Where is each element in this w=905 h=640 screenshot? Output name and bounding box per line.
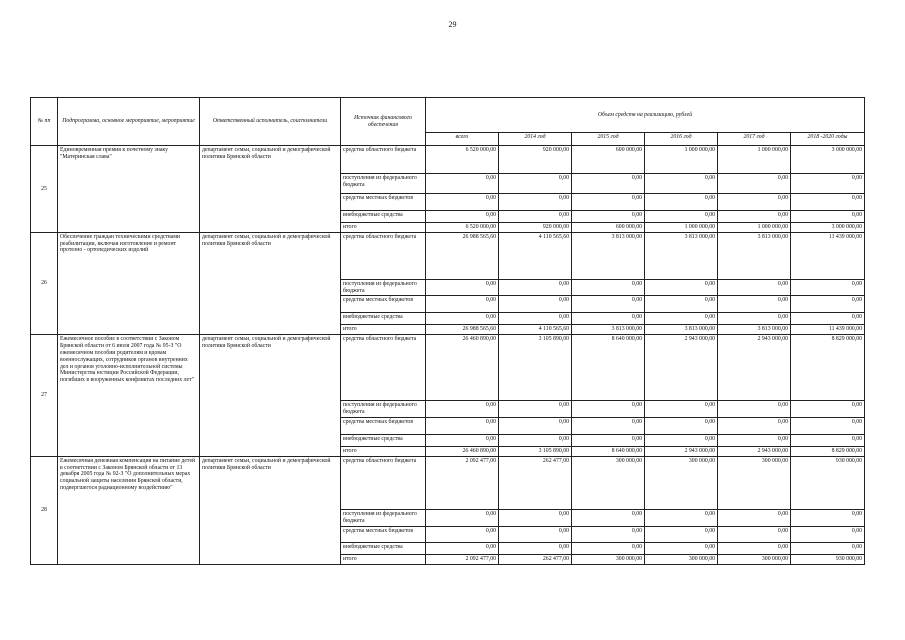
amount-2014: 0,00 [499,174,572,194]
amount-total: 26 460 890,00 [426,446,499,456]
amount-2017: 3 813 000,00 [718,232,791,279]
funding-source: средства местных бюджетов [341,526,426,542]
amount-total: 26 988 565,60 [426,232,499,279]
amount-total: 0,00 [426,526,499,542]
amount-2014: 0,00 [499,296,572,313]
amount-2016: 1 000 000,00 [645,223,718,233]
amount-2015: 0,00 [572,296,645,313]
executor: департамент семьи, социальной и демографической политики Брянской области [200,232,341,334]
amount-2018-2020: 0,00 [791,194,865,211]
amount-2016: 3 813 000,00 [645,232,718,279]
measure-name: Единовременная премия к почетному знаку "Материнская слава" [58,146,200,233]
col-header-2017: 2017 год [718,133,791,146]
amount-2015: 600 000,00 [572,223,645,233]
funding-source: средства областного бюджета [341,335,426,401]
amount-2014: 920 000,00 [499,223,572,233]
amount-total: 0,00 [426,279,499,296]
amount-2015: 300 000,00 [572,456,645,509]
amount-2017: 0,00 [718,174,791,194]
amount-2017: 0,00 [718,211,791,223]
row-number: 25 [31,146,58,233]
amount-2017: 300 000,00 [718,456,791,509]
amount-total: 0,00 [426,313,499,325]
amount-2016: 2 943 000,00 [645,446,718,456]
amount-2016: 300 000,00 [645,554,718,564]
executor: департамент семьи, социальной и демографической политики Брянской области [200,456,341,564]
amount-2018-2020: 0,00 [791,211,865,223]
funding-source: поступления из федерального бюджета [341,509,426,526]
funding-source: средства местных бюджетов [341,194,426,211]
funding-source: поступления из федерального бюджета [341,279,426,296]
amount-total: 0,00 [426,509,499,526]
amount-total: 0,00 [426,211,499,223]
amount-2016: 0,00 [645,313,718,325]
amount-2015: 0,00 [572,174,645,194]
header-executor: Ответственный исполнитель, соисполнители [200,98,341,146]
amount-2017: 1 000 000,00 [718,146,791,174]
amount-2015: 0,00 [572,211,645,223]
amount-total: 26 460 890,00 [426,335,499,401]
amount-2018-2020: 3 000 000,00 [791,223,865,233]
amount-2015: 8 640 000,00 [572,335,645,401]
amount-2018-2020: 0,00 [791,296,865,313]
amount-2014: 0,00 [499,434,572,446]
amount-2016: 0,00 [645,194,718,211]
amount-2015: 8 640 000,00 [572,446,645,456]
measure-name: Ежемесячная денежная компенсация на питание детей в соответствии с Законом Брянской области от 13 декабря 2005 года № 92-З "О дополнительных мерах социальной защиты населения Брянской области, подвергшегося радиационному воздействию" [58,456,200,564]
amount-2015: 0,00 [572,417,645,434]
amount-2016: 1 000 000,00 [645,146,718,174]
table-row [31,232,865,279]
amount-total: 26 988 565,60 [426,325,499,335]
measure-name: Обеспечение граждан техническими средствами реабилитации, включая изготовление и ремонт протезно - ортопедических изделий [58,232,200,334]
amount-2016: 0,00 [645,279,718,296]
amount-2017: 0,00 [718,296,791,313]
funding-source: поступления из федерального бюджета [341,401,426,418]
amount-2018-2020: 0,00 [791,526,865,542]
amount-2015: 0,00 [572,542,645,554]
amount-2014: 0,00 [499,279,572,296]
row-number: 28 [31,456,58,564]
funding-source: средства областного бюджета [341,146,426,174]
amount-2014: 4 110 565,60 [499,232,572,279]
amount-2014: 0,00 [499,542,572,554]
amount-2014: 0,00 [499,313,572,325]
amount-2016: 0,00 [645,401,718,418]
amount-2015: 0,00 [572,434,645,446]
amount-2016: 0,00 [645,296,718,313]
amount-2015: 0,00 [572,313,645,325]
amount-total: 0,00 [426,401,499,418]
amount-2017: 2 943 000,00 [718,446,791,456]
amount-2018-2020: 0,00 [791,542,865,554]
amount-2015: 0,00 [572,194,645,211]
table-row [31,146,865,174]
amount-2018-2020: 11 439 000,00 [791,325,865,335]
funding-source: внебюджетные средства [341,211,426,223]
executor: департамент семьи, социальной и демографической политики Брянской области [200,335,341,456]
amount-2015: 3 813 000,00 [572,325,645,335]
header-num: № пп [31,98,58,146]
funding-source: средства местных бюджетов [341,296,426,313]
amount-2014: 4 110 565,60 [499,325,572,335]
amount-2018-2020: 0,00 [791,509,865,526]
amount-2015: 0,00 [572,401,645,418]
row-number: 26 [31,232,58,334]
amount-2014: 0,00 [499,526,572,542]
amount-2018-2020: 0,00 [791,174,865,194]
amount-total: 0,00 [426,174,499,194]
funding-source: итого [341,325,426,335]
amount-2014: 0,00 [499,401,572,418]
amount-2014: 920 000,00 [499,146,572,174]
col-header-2015: 2015 год [572,133,645,146]
amount-total: 0,00 [426,417,499,434]
funding-source: средства местных бюджетов [341,417,426,434]
amount-2014: 0,00 [499,211,572,223]
row-number: 27 [31,335,58,456]
amount-2014: 0,00 [499,417,572,434]
amount-2018-2020: 11 439 000,00 [791,232,865,279]
amount-2014: 3 105 890,00 [499,446,572,456]
amount-2016: 0,00 [645,174,718,194]
amount-2018-2020: 0,00 [791,401,865,418]
amount-total: 6 520 000,00 [426,146,499,174]
col-header-2018-2020: 2018 -2020 годы [791,133,865,146]
amount-2018-2020: 3 000 000,00 [791,146,865,174]
amount-2017: 0,00 [718,434,791,446]
amount-2016: 0,00 [645,542,718,554]
amount-2018-2020: 930 000,00 [791,456,865,509]
amount-total: 0,00 [426,434,499,446]
amount-2016: 2 943 000,00 [645,335,718,401]
amount-2016: 0,00 [645,526,718,542]
amount-2016: 300 000,00 [645,456,718,509]
amount-2017: 0,00 [718,401,791,418]
amount-total: 0,00 [426,542,499,554]
amount-2017: 3 813 000,00 [718,325,791,335]
amount-2017: 0,00 [718,313,791,325]
amount-2018-2020: 8 829 000,00 [791,335,865,401]
table-row [31,335,865,401]
amount-2015: 300 000,00 [572,554,645,564]
page-number: 29 [448,20,457,29]
amount-2014: 3 105 890,00 [499,335,572,401]
funding-source: поступления из федерального бюджета [341,174,426,194]
col-header-2016: 2016 год [645,133,718,146]
amount-2016: 0,00 [645,434,718,446]
funding-source: итого [341,554,426,564]
funding-source: средства областного бюджета [341,232,426,279]
amount-2014: 262 477,00 [499,456,572,509]
amount-2016: 0,00 [645,211,718,223]
col-header-2014: 2014 год [499,133,572,146]
header-volume: Объем средств на реализацию, рублей [426,98,865,133]
funding-source: средства областного бюджета [341,456,426,509]
funding-source: итого [341,446,426,456]
amount-2015: 0,00 [572,279,645,296]
amount-total: 0,00 [426,194,499,211]
header-source: Источник финансового обеспечения [341,98,426,146]
amount-2015: 3 813 000,00 [572,232,645,279]
amount-2018-2020: 930 000,00 [791,554,865,564]
funding-source: внебюджетные средства [341,542,426,554]
amount-total: 0,00 [426,296,499,313]
funding-source: внебюджетные средства [341,434,426,446]
amount-2017: 2 943 000,00 [718,335,791,401]
amount-2017: 0,00 [718,542,791,554]
amount-2017: 0,00 [718,279,791,296]
col-header-total: всего [426,133,499,146]
amount-total: 2 092 477,00 [426,456,499,509]
header-name: Подпрограмма, основное мероприятие, мероприятие [58,98,200,146]
amount-2018-2020: 0,00 [791,434,865,446]
amount-2015: 0,00 [572,526,645,542]
amount-2015: 0,00 [572,509,645,526]
amount-total: 6 520 000,00 [426,223,499,233]
funding-source: внебюджетные средства [341,313,426,325]
amount-2016: 0,00 [645,417,718,434]
amount-2018-2020: 8 829 000,00 [791,446,865,456]
budget-table-body [31,146,865,565]
amount-2015: 600 000,00 [572,146,645,174]
amount-2016: 0,00 [645,509,718,526]
amount-2018-2020: 0,00 [791,417,865,434]
amount-2014: 0,00 [499,194,572,211]
amount-2014: 262 477,00 [499,554,572,564]
amount-2014: 0,00 [499,509,572,526]
amount-2017: 300 000,00 [718,554,791,564]
amount-2017: 0,00 [718,194,791,211]
measure-name: Ежемесячное пособие в соответствии с Законом Брянской области от 6 июля 2007 года № 95-З "О ежемесячном пособии родителям и вдовам военнослужащих, сотрудников органов внутренних дел и органов уголовно-исполнительной системы Министерства юстиции Российской Федерации, погибших в вооруженных конфликтах последних лет" [58,335,200,456]
amount-2017: 0,00 [718,509,791,526]
table-row [31,456,865,509]
amount-2017: 1 000 000,00 [718,223,791,233]
amount-2017: 0,00 [718,526,791,542]
amount-2016: 3 813 000,00 [645,325,718,335]
amount-2017: 0,00 [718,417,791,434]
amount-2018-2020: 0,00 [791,279,865,296]
amount-2018-2020: 0,00 [791,313,865,325]
budget-table [30,97,865,565]
executor: департамент семьи, социальной и демографической политики Брянской области [200,146,341,233]
amount-total: 2 092 477,00 [426,554,499,564]
funding-source: итого [341,223,426,233]
